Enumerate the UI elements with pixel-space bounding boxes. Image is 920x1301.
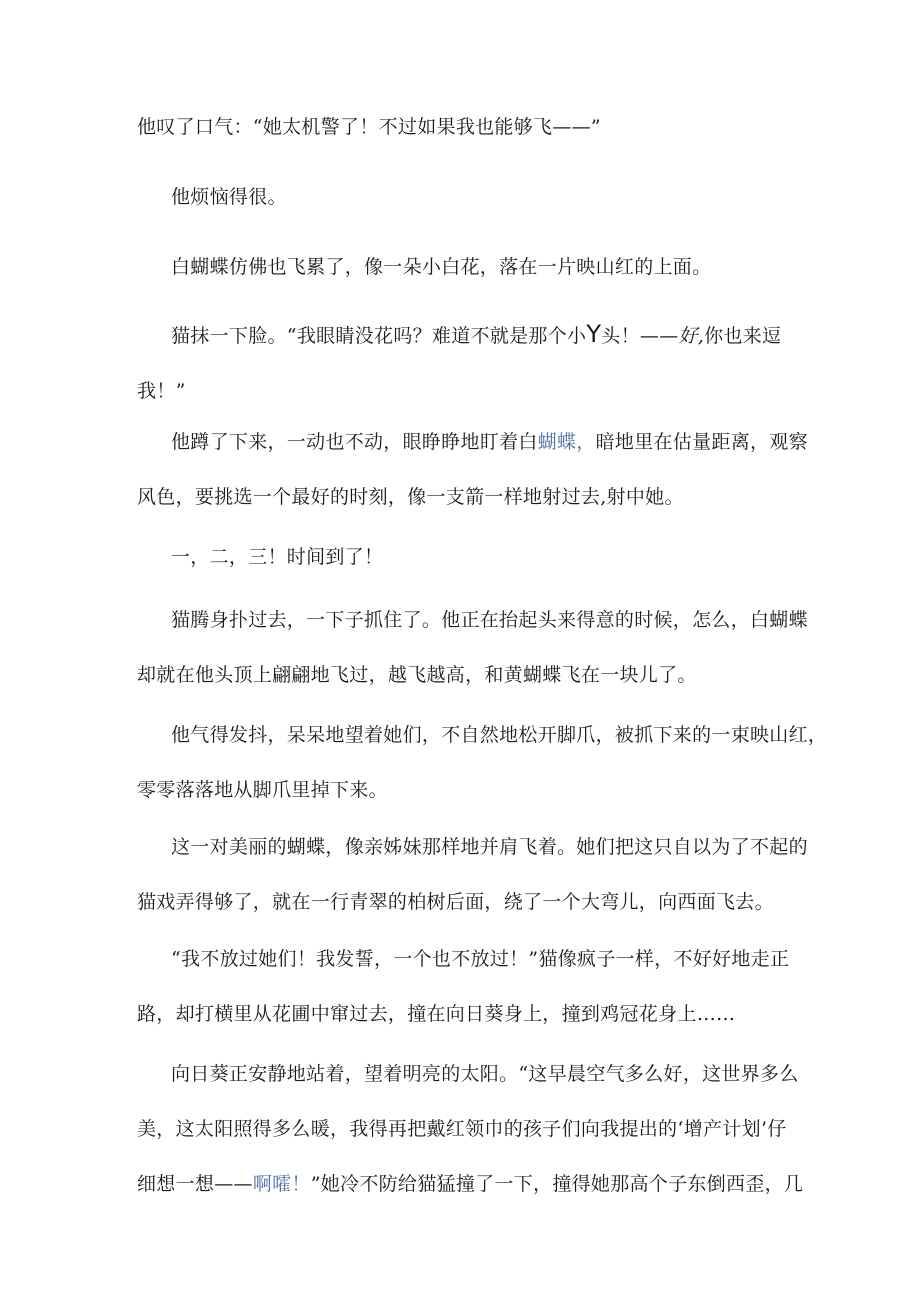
paragraph-4 (137, 307, 797, 419)
text-line (137, 415, 808, 470)
paragraph-9 (137, 820, 808, 930)
text-line: 一，二，三！时间到了！ (171, 546, 384, 568)
paragraph-1 (137, 100, 797, 155)
text-run: ”她冷不防给猫猛撞了一下，撞得她那高个子东倒西歪，几 (310, 1173, 804, 1195)
text-line (137, 1157, 804, 1212)
text-line: 我！” (137, 380, 186, 402)
text-line: 向日葵正安静地站着，望着明亮的太阳。“这早晨空气多么好，这世界多么 (171, 1063, 799, 1085)
highlighted-text: 蝴蝶， (537, 431, 596, 453)
letter-y: Y (586, 320, 602, 348)
text-run: 猫抹一下脸。“我眼睛没花吗？难道不就是那个小 (171, 325, 587, 347)
text-run: 暗地里在估量距离，观察 (595, 431, 808, 453)
text-run: 你也来逗 (704, 325, 782, 347)
paragraph-7 (137, 593, 808, 703)
text-line: 却就在他头顶上翩翩地飞过，越飞越高，和黄蝴蝶飞在一块儿了。 (137, 664, 697, 686)
text-line: 这一对美丽的蝴蝶，像亲姊妹那样地并肩飞着。她们把这只自以为了不起的 (171, 836, 808, 858)
text-line: 白蝴蝶仿佛也飞累了，像一朵小白花，落在一片映山红的上面。 (171, 256, 712, 278)
text-line: 零零落落地从脚爪里掉下来。 (137, 779, 388, 801)
text-line: 路，却打横里从花圃中窜过去，撞在向日葵身上，撞到鸡冠花身上…… (137, 1003, 736, 1025)
paragraph-10 (137, 932, 797, 1042)
paragraph-6 (137, 530, 797, 585)
paragraph-2 (137, 170, 797, 225)
paragraph-5 (137, 415, 808, 525)
italic-text: 好, (678, 325, 705, 347)
text-line: 猫腾身扑过去，一下子抓住了。他正在抬起头来得意的时候，怎么，白蝴蝶 (171, 609, 808, 631)
text-run: 细想一想—— (137, 1173, 253, 1195)
paragraph-3 (137, 240, 797, 295)
text-line: 他气得发抖，呆呆地望着她们，不自然地松开脚爪，被抓下来的一束映山红， (171, 724, 828, 746)
text-line: 他烦恼得很。 (171, 186, 287, 208)
text-line: 他叹了口气：“她太机警了！不过如果我也能够飞——” (137, 116, 601, 138)
text-line (137, 307, 797, 364)
text-line: 风色，要挑选一个最好的时刻，像一支箭一样地射过去,射中她。 (137, 486, 684, 508)
text-line: 猫戏弄得够了，就在一行青翠的柏树后面，绕了一个大弯儿，向西面飞去。 (137, 891, 774, 913)
text-run: 头！—— (601, 325, 679, 347)
text-line: 美，这太阳照得多么暖，我得再把戴红领巾的孩子们向我提出的‘增产计划’仔 (137, 1118, 787, 1140)
paragraph-8 (137, 708, 828, 818)
text-line: “我不放过她们！我发誓，一个也不放过！”猫像疯子一样，不好好地走正 (171, 948, 790, 970)
paragraph-11 (137, 1047, 804, 1212)
text-run: 他蹲了下来，一动也不动，眼睁睁地盯着白 (171, 431, 538, 453)
highlighted-text: 啊嚯！ (252, 1173, 311, 1195)
